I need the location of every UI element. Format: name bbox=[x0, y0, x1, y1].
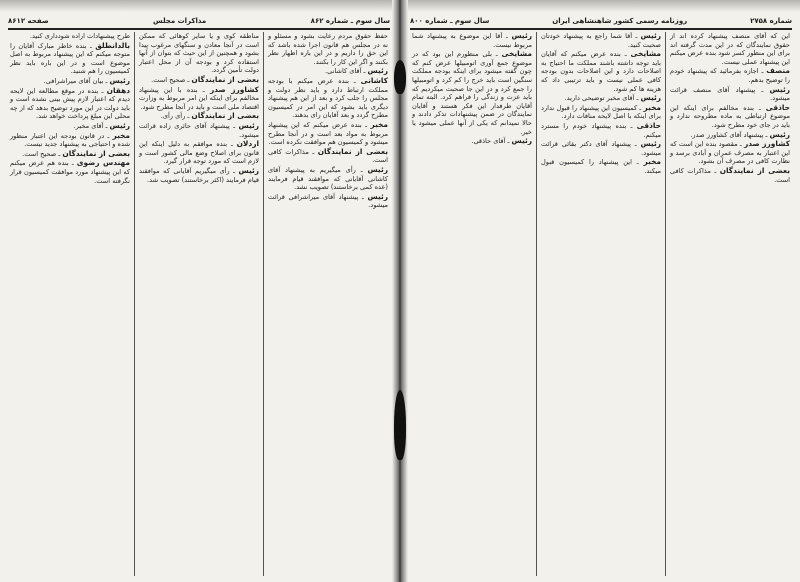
speaker-name: کشاورز صدر bbox=[209, 84, 259, 94]
page-number: صفحه ۸۶۱۲ bbox=[8, 17, 49, 25]
speaker-name: کشاورز صدر bbox=[743, 139, 790, 149]
speaker-name: بعضی از نمایندگان bbox=[62, 148, 130, 158]
paragraph bbox=[670, 32, 790, 66]
right-page-header bbox=[410, 14, 792, 30]
paragraph-text: ـ بنده موافقم به دلیل اینکه این قانون برای اصلاح وضع مالی کشور است و لازم است که مورد توجه قرار گیرد. bbox=[139, 140, 259, 166]
speaker-name: رئیس bbox=[109, 120, 130, 130]
paragraph bbox=[268, 77, 388, 120]
paragraph bbox=[10, 42, 130, 76]
speaker-name: حاذقی bbox=[636, 120, 661, 130]
paragraph-text: ـ بنده مخالفم برای اینکه این موضوع ارتباطی به ماده مطروحه ندارد و باید در جای خود مطرح شود. bbox=[670, 103, 790, 129]
paragraph-text: ـ این پیشنهاد را کمیسیون قبول میکند. bbox=[541, 158, 661, 175]
paragraph bbox=[670, 67, 790, 84]
paragraph-text: ـ مذاکرات کافی است. bbox=[670, 166, 790, 184]
speaker-name: رئیس bbox=[511, 136, 532, 146]
paragraph bbox=[541, 32, 661, 49]
paragraph-text: ـ بنده عرض میکنم که آقایان باید توجه داشته باشند مملکت ما احتیاج به اصلاحات دارد و این اصلاحات بدون بودجه کافی عملی نیست و باید ترتیبی داد که هزینه ها کم شود. bbox=[541, 50, 661, 93]
paragraph bbox=[139, 140, 259, 166]
paragraph-text: ـ آقای حاذقی. bbox=[471, 137, 510, 146]
paragraph-text: ـ آقای مخبر توضیحی دارید. bbox=[564, 94, 639, 103]
paragraph-text: مناطقه کوی و یا سایر کوهائی که ممکن است در آنجا معادن و سنگهای مرغوب پیدا بشود و همچنین از این حیث که بتوان از آنها استفاده کرد و بودجه آن از محل اعتبار دولت تأمین گردد. bbox=[139, 32, 259, 75]
text-column bbox=[6, 32, 134, 576]
paragraph-text: ـ آقای کاشانی. bbox=[325, 67, 366, 76]
speaker-name: بعضی از نمایندگان bbox=[719, 165, 790, 175]
paragraph-text: ـ صحیح است. bbox=[22, 149, 61, 158]
speaker-name: رئیس bbox=[769, 84, 790, 94]
speaker-name: رئیس bbox=[511, 32, 532, 40]
paragraph bbox=[670, 167, 790, 184]
newspaper-title: روزنامه رسمی کشور شاهنشاهی ایران bbox=[552, 17, 688, 25]
paragraph bbox=[10, 132, 130, 149]
paragraph bbox=[139, 76, 259, 85]
section-title: مذاکرات مجلس bbox=[153, 17, 207, 25]
paragraph bbox=[10, 122, 130, 131]
paragraph bbox=[268, 32, 388, 66]
paragraph-text: ـ پیشنهاد آقای کشاورز صدر. bbox=[690, 130, 768, 139]
speaker-name: بعضی از نمایندگان bbox=[317, 146, 388, 156]
paragraph-text: حفظ حقوق مردم رعایت بشود و مسئلو و نه در مجلس هم قانون اجرا شده باشد که این حق را داریم و در این باره اظهار نظر بکنند و اگر این کار را بکنند. bbox=[268, 32, 388, 66]
right-page bbox=[402, 0, 800, 582]
paragraph-text: ـ آقای مخبر. bbox=[73, 121, 108, 130]
paragraph bbox=[10, 77, 130, 86]
paragraph-text: ـ پیشنهاد آقای منصف قرائت میشود. bbox=[670, 85, 790, 103]
paragraph-text: ـ بنده پیشنهاد خودم را مسترد میکنم. bbox=[541, 121, 661, 139]
text-column bbox=[536, 32, 665, 576]
paragraph-text: ـ بنده در موقع مطالعه این لایحه دیدم که اعتبار لازم پیش بینی نشده است و باید دولت در این مورد توضیح بدهد که از چه محلی این مبلغ پرداخت خواهد شد. bbox=[10, 86, 130, 121]
paragraph bbox=[541, 94, 661, 103]
speaker-name: مخبر bbox=[643, 157, 661, 167]
paragraph bbox=[541, 104, 661, 121]
text-column bbox=[134, 32, 263, 576]
paragraph-text: ـ آقا این موضوع به پیشنهاد شما مربوط نیست. bbox=[412, 32, 532, 49]
left-page-columns bbox=[6, 32, 392, 576]
paragraph bbox=[139, 32, 259, 75]
paragraph-text: ـ بنده با این پیشنهاد مخالفم برای اینکه این امر مربوط به وزارت اقتصاد ملی است و باید در آنجا مطرح شود. bbox=[139, 85, 259, 111]
binding-ornament bbox=[394, 390, 406, 460]
speaker-name: مخبر bbox=[370, 119, 388, 129]
paragraph-text: این که آقای منصف پیشنهاد کرده اند از حقوق نمایندگان که در این مدت گرفته اند برای این منظور کسر شود بنده عرض میکنم این پیشنهاد عملی نیست. bbox=[670, 32, 790, 66]
paragraph bbox=[268, 193, 388, 210]
paragraph bbox=[268, 148, 388, 165]
paragraph bbox=[412, 32, 532, 49]
right-page-columns bbox=[408, 32, 794, 576]
paragraph bbox=[10, 150, 130, 159]
speaker-name: حاذقی bbox=[765, 102, 790, 112]
text-column bbox=[408, 32, 536, 576]
paragraph-text: ـ مذاکرات کافی است. bbox=[268, 147, 388, 165]
scan-shadow bbox=[0, 0, 398, 12]
speaker-name: رئیس bbox=[238, 120, 259, 130]
binding-ornament bbox=[394, 60, 406, 94]
paragraph bbox=[670, 104, 790, 130]
paragraph bbox=[10, 87, 130, 121]
left-page-header bbox=[8, 14, 390, 30]
speaker-name: مشایخی bbox=[501, 49, 532, 59]
page-number: شماره ۲۷۵۸ bbox=[750, 17, 792, 25]
paragraph bbox=[541, 122, 661, 139]
speaker-name: اردلان bbox=[236, 139, 259, 149]
paragraph-text: ـ بنده خاطر مبارک آقایان را متوجه میکنم که این پیشنهاد مربوط به اصل موضوع است و در این باره باید نظر کمیسیون را هم شنید. bbox=[10, 41, 130, 76]
left-page bbox=[0, 0, 398, 582]
speaker-name: مخبر bbox=[112, 130, 130, 140]
paragraph-text: ـ رأی میگیریم به پیشنهاد آقای کاشانی آقایانی که موافقند قیام فرمایند (عده کمی برخاستند) تصویب نشد. bbox=[268, 165, 388, 192]
paragraph bbox=[139, 112, 259, 121]
speaker-name: رئیس bbox=[640, 32, 661, 40]
speaker-name: رئیس bbox=[109, 75, 130, 85]
paragraph bbox=[670, 140, 790, 166]
speaker-name: بالدانطلق bbox=[95, 40, 130, 50]
paragraph-text: طرح پیشنهادات اراده شودداری کنید. bbox=[29, 32, 130, 40]
paragraph-text: ـ مقصود بنده این است که این اعتبار به مصرف عمران و آبادی برسد و نظارت کافی در مصرف آن بشود. bbox=[670, 140, 790, 166]
speaker-name: رئیس bbox=[769, 129, 790, 139]
paragraph bbox=[670, 86, 790, 103]
paragraph bbox=[412, 137, 532, 146]
paragraph-text: ـ رأی میگیریم آقایانی که موافقند قیام فرمایند (اکثر برخاستند) تصویب شد. bbox=[139, 166, 259, 184]
paragraph bbox=[10, 159, 130, 185]
issue-number: سال سوم ـ شماره ۸۶۲ bbox=[310, 17, 390, 25]
speaker-name: مخبر bbox=[643, 102, 661, 112]
issue-number: سال سوم ـ شماره ۸۰۰ bbox=[410, 17, 490, 25]
paragraph-text: ـ آقا شما راجع به پیشنهاد خودتان صحبت کنید. bbox=[541, 32, 661, 49]
paragraph bbox=[541, 50, 661, 93]
paragraph-text: ـ پیشنهاد آقای دکتر بقائی قرائت میشود. bbox=[541, 140, 661, 157]
paragraph-text: ـ بیان آقای میراشرافی. bbox=[43, 76, 108, 85]
speaker-name: مهندس رضوی bbox=[76, 158, 130, 168]
text-column bbox=[263, 32, 392, 576]
paragraph-text: ـ بنده عرض میکنم با بودجه مملکت ارتباط دارد و باید نظر دولت و مجلس را جلب کرد و بعد از این هم پیشنهاد دیگری باید بشود که این امر در کمیسیون مطرح گردد و بعد آقایان رای بدهند. bbox=[268, 76, 388, 120]
paragraph-text: ـ بنده هم عرض میکنم که این پیشنهاد مورد موافقت کمیسیون قرار نگرفته است. bbox=[10, 159, 130, 185]
paragraph-text: ـ بلی منظورم این بود که در موضوع جمع آوری اتومبیلها عرض کنم که چون گفته میشود برای اینکه بودجه مملکت سنگین است باید خرج را کم کرد و اتومبیلها را جمع کرد و در این جا صحبت میکردیم که باید عزت و زندگی را فراهم کرد. البته تمام آقایان طرفدار این فکر هستند و آقایان نمایندگان در ضمن پیشنهادات تذکر دادند و حالا نمیدانم که یکی از آنها عملی میشود یا خیر. bbox=[412, 50, 532, 136]
speaker-name: بعضی از نمایندگان bbox=[191, 74, 259, 84]
speaker-name: کاشانی bbox=[360, 75, 388, 85]
paragraph bbox=[10, 32, 130, 41]
speaker-name: دهقان bbox=[106, 85, 130, 95]
paragraph bbox=[268, 166, 388, 192]
paragraph-text: ـ پیشنهاد آقای حائری زاده قرائت میشود. bbox=[139, 121, 259, 139]
paragraph-text: ـ کمیسیون این پیشنهاد را قبول ندارد برای اینکه با اصل لایحه منافات دارد. bbox=[541, 103, 661, 121]
paragraph bbox=[541, 140, 661, 157]
paragraph bbox=[139, 86, 259, 112]
paragraph bbox=[412, 50, 532, 136]
paragraph-text: ـ در قانون بودجه این اعتبار منظور شده و احتیاجی به پیشنهاد جدید نیست. bbox=[10, 131, 130, 149]
paragraph-text: ـ رأی رأی. bbox=[160, 112, 190, 121]
speaker-name: رئیس bbox=[640, 139, 661, 149]
paragraph bbox=[268, 67, 388, 76]
paragraph bbox=[139, 167, 259, 184]
paragraph bbox=[541, 158, 661, 175]
speaker-name: رئیس bbox=[367, 164, 388, 174]
speaker-name: مشایخی bbox=[630, 49, 661, 59]
paragraph-text: ـ صحیح است. bbox=[151, 75, 190, 84]
paragraph-text: ـ اجازه بفرمائید که پیشنهاد خودم را توضیح بدهم. bbox=[670, 67, 790, 84]
paragraph-text: ـ پیشنهاد آقای میراشرافی قرائت میشود. bbox=[268, 192, 388, 210]
text-column bbox=[665, 32, 794, 576]
paragraph-text: ـ بنده عرض میکنم که این پیشنهاد مربوط به مواد بعد است و در آنجا مطرح میشود و کمیسیون هم موافقت نکرده است. bbox=[268, 120, 388, 147]
speaker-name: رئیس bbox=[367, 191, 388, 201]
speaker-name: رئیس bbox=[640, 93, 661, 103]
paragraph bbox=[268, 121, 388, 147]
speaker-name: منصف bbox=[766, 66, 790, 76]
scan-shadow bbox=[402, 0, 800, 12]
speaker-name: رئیس bbox=[367, 66, 388, 76]
paragraph bbox=[139, 122, 259, 139]
speaker-name: بعضی از نمایندگان bbox=[191, 111, 259, 121]
paragraph bbox=[670, 131, 790, 140]
speaker-name: رئیس bbox=[238, 165, 259, 175]
